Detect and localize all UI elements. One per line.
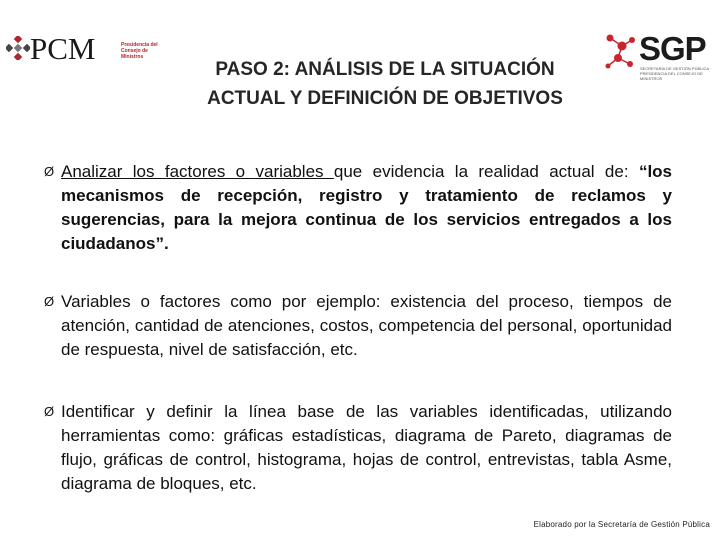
bullet-lead-text: Analizar los factores o variables: [61, 162, 334, 181]
pcm-logo-text: PCM: [30, 31, 96, 66]
arrow-bullet-icon: Ø: [44, 404, 55, 419]
sgp-logo: [598, 30, 720, 80]
bullet-list: [44, 160, 672, 530]
bullet-quote-text: “los mecanismos de recepción, registro y tratamiento de reclamos y sugerencias, para la mejora continua de los servicios entregados a los ciudadanos”.: [61, 162, 672, 253]
pcm-logo: [0, 30, 160, 70]
bullet-item: [44, 290, 672, 362]
pcm-logo-subtitle: Presidencia del Consejo de Ministros: [121, 42, 158, 60]
bullet-text: Identificar y definir la línea base de las variables identificadas, utilizando herramientas como: gráficas estadísticas, diagrama de Pareto, diagramas de flujo, gráficas de control, histograma, hojas de control, entrevistas, tabla Asme, diagrama de bloques, etc.: [61, 402, 672, 493]
bullet-item: [44, 160, 672, 256]
slide-title-line-2: ACTUAL Y DEFINICIÓN DE OBJETIVOS: [207, 88, 563, 109]
sgp-network-icon: [602, 32, 640, 72]
bullet-text: que evidencia la realidad actual de:: [333, 162, 629, 181]
sgp-logo-subtitle: SECRETARÍA DE GESTIÓN PÚBLICA · PRESIDENCIA DEL CONSEJO DE MINISTROS: [640, 66, 712, 81]
slide-title: [150, 55, 620, 113]
bullet-text: Variables o factores como por ejemplo: existencia del proceso, tiempos de atención, cantidad de atenciones, costos, competencia del personal, oportunidad de respuesta, nivel de satisfacción, etc.: [61, 292, 672, 359]
arrow-bullet-icon: Ø: [44, 294, 55, 309]
slide-title-line-1: PASO 2: ANÁLISIS DE LA SITUACIÓN: [215, 59, 555, 80]
sgp-logo-text: SGP: [639, 30, 706, 67]
pcm-emblem-icon: [6, 36, 30, 60]
arrow-bullet-icon: Ø: [44, 164, 55, 179]
footer-credit: Elaborado por la Secretaría de Gestión Pública: [533, 520, 710, 529]
bullet-item: [44, 400, 672, 496]
